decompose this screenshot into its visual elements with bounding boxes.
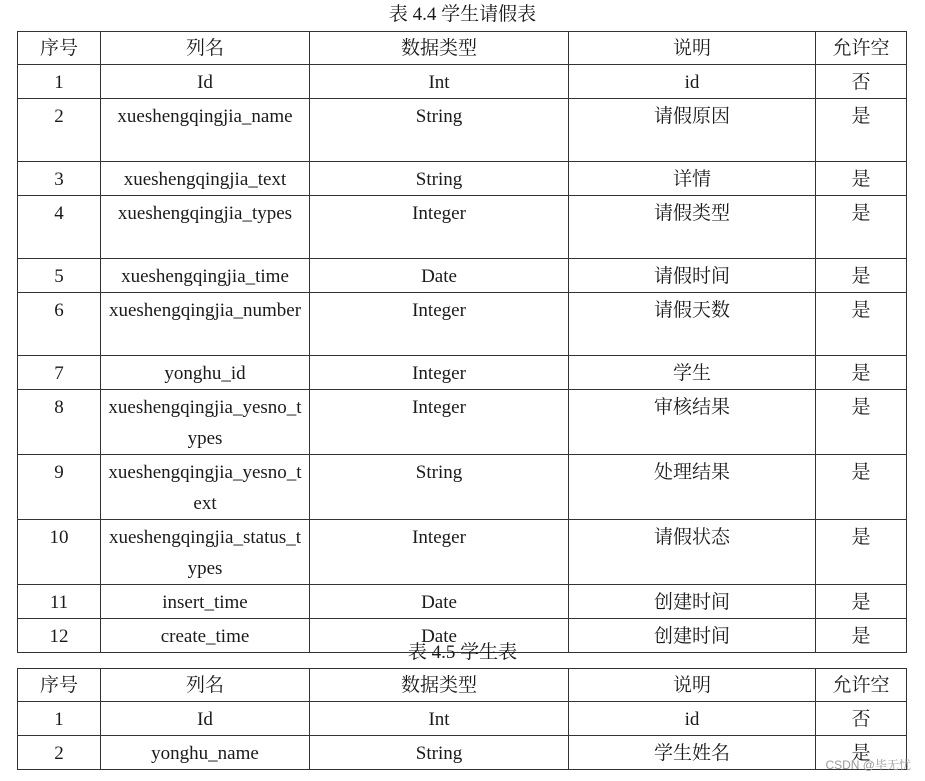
cell-nullable: 是 bbox=[816, 390, 907, 455]
cell-column-name: yonghu_name bbox=[101, 736, 310, 770]
cell-seq: 7 bbox=[18, 356, 101, 390]
cell-seq: 4 bbox=[18, 196, 101, 259]
table-row bbox=[18, 99, 907, 162]
cell-column-name: yonghu_id bbox=[101, 356, 310, 390]
cell-nullable: 是 bbox=[816, 293, 907, 356]
cell-description: 审核结果 bbox=[569, 390, 816, 455]
leave-table bbox=[17, 31, 907, 653]
table-row bbox=[18, 390, 907, 455]
cell-seq: 1 bbox=[18, 702, 101, 736]
cell-description: 创建时间 bbox=[569, 585, 816, 619]
cell-nullable: 是 bbox=[816, 585, 907, 619]
table-row bbox=[18, 65, 907, 99]
table-header-row bbox=[18, 669, 907, 702]
cell-description: 请假天数 bbox=[569, 293, 816, 356]
cell-column-name: Id bbox=[101, 65, 310, 99]
cell-description: 学生 bbox=[569, 356, 816, 390]
student-table bbox=[17, 668, 907, 770]
cell-description: id bbox=[569, 65, 816, 99]
table-row bbox=[18, 702, 907, 736]
table-row bbox=[18, 520, 907, 585]
table-row bbox=[18, 356, 907, 390]
header-data-type: 数据类型 bbox=[310, 669, 569, 702]
header-data-type: 数据类型 bbox=[310, 32, 569, 65]
header-seq: 序号 bbox=[18, 669, 101, 702]
cell-nullable: 是 bbox=[816, 619, 907, 653]
cell-description: 请假状态 bbox=[569, 520, 816, 585]
cell-column-name: xueshengqingjia_text bbox=[101, 162, 310, 196]
cell-column-name: insert_time bbox=[101, 585, 310, 619]
header-column-name: 列名 bbox=[101, 32, 310, 65]
table-row bbox=[18, 259, 907, 293]
cell-description: 处理结果 bbox=[569, 455, 816, 520]
cell-description: id bbox=[569, 702, 816, 736]
cell-description: 请假原因 bbox=[569, 99, 816, 162]
cell-data-type: Int bbox=[310, 65, 569, 99]
watermark: CSDN @毕无忧 bbox=[825, 758, 911, 772]
header-nullable: 允许空 bbox=[816, 32, 907, 65]
cell-column-name: xueshengqingjia_time bbox=[101, 259, 310, 293]
cell-nullable: 是 bbox=[816, 356, 907, 390]
cell-column-name: xueshengqingjia_yesno_types bbox=[101, 390, 310, 455]
cell-data-type: Integer bbox=[310, 356, 569, 390]
cell-seq: 3 bbox=[18, 162, 101, 196]
cell-data-type: Integer bbox=[310, 196, 569, 259]
header-description: 说明 bbox=[569, 32, 816, 65]
table-row bbox=[18, 196, 907, 259]
cell-data-type: String bbox=[310, 736, 569, 770]
cell-data-type: Date bbox=[310, 259, 569, 293]
cell-column-name: xueshengqingjia_yesno_text bbox=[101, 455, 310, 520]
cell-data-type: Date bbox=[310, 619, 569, 653]
cell-nullable: 是 bbox=[816, 196, 907, 259]
cell-column-name: create_time bbox=[101, 619, 310, 653]
cell-data-type: String bbox=[310, 162, 569, 196]
cell-data-type: Integer bbox=[310, 293, 569, 356]
cell-column-name: Id bbox=[101, 702, 310, 736]
cell-seq: 9 bbox=[18, 455, 101, 520]
cell-description: 详情 bbox=[569, 162, 816, 196]
cell-column-name: xueshengqingjia_number bbox=[101, 293, 310, 356]
cell-data-type: Int bbox=[310, 702, 569, 736]
cell-seq: 11 bbox=[18, 585, 101, 619]
cell-seq: 1 bbox=[18, 65, 101, 99]
cell-data-type: Integer bbox=[310, 520, 569, 585]
cell-column-name: xueshengqingjia_status_types bbox=[101, 520, 310, 585]
table-row bbox=[18, 585, 907, 619]
cell-description: 请假类型 bbox=[569, 196, 816, 259]
cell-description: 请假时间 bbox=[569, 259, 816, 293]
header-column-name: 列名 bbox=[101, 669, 310, 702]
cell-seq: 12 bbox=[18, 619, 101, 653]
cell-nullable: 是 bbox=[816, 259, 907, 293]
cell-seq: 2 bbox=[18, 736, 101, 770]
table-row bbox=[18, 736, 907, 770]
cell-seq: 8 bbox=[18, 390, 101, 455]
cell-data-type: Integer bbox=[310, 390, 569, 455]
cell-seq: 10 bbox=[18, 520, 101, 585]
cell-nullable: 是 bbox=[816, 455, 907, 520]
cell-description: 创建时间 bbox=[569, 619, 816, 653]
cell-nullable: 是 bbox=[816, 162, 907, 196]
cell-nullable: 是 bbox=[816, 736, 907, 770]
cell-nullable: 是 bbox=[816, 520, 907, 585]
header-description: 说明 bbox=[569, 669, 816, 702]
header-seq: 序号 bbox=[18, 32, 101, 65]
table-4-4-caption: 表 4.4 学生请假表 bbox=[388, 4, 537, 25]
cell-data-type: String bbox=[310, 99, 569, 162]
cell-seq: 5 bbox=[18, 259, 101, 293]
table-row bbox=[18, 455, 907, 520]
table-header-row bbox=[18, 32, 907, 65]
table-row bbox=[18, 293, 907, 356]
table-4-5-caption: 表 4.5 学生表 bbox=[407, 642, 518, 663]
cell-data-type: String bbox=[310, 455, 569, 520]
cell-nullable: 否 bbox=[816, 702, 907, 736]
cell-column-name: xueshengqingjia_types bbox=[101, 196, 310, 259]
cell-column-name: xueshengqingjia_name bbox=[101, 99, 310, 162]
table-row bbox=[18, 162, 907, 196]
header-nullable: 允许空 bbox=[816, 669, 907, 702]
cell-data-type: Date bbox=[310, 585, 569, 619]
cell-seq: 2 bbox=[18, 99, 101, 162]
cell-seq: 6 bbox=[18, 293, 101, 356]
cell-nullable: 是 bbox=[816, 99, 907, 162]
cell-description: 学生姓名 bbox=[569, 736, 816, 770]
cell-nullable: 否 bbox=[816, 65, 907, 99]
